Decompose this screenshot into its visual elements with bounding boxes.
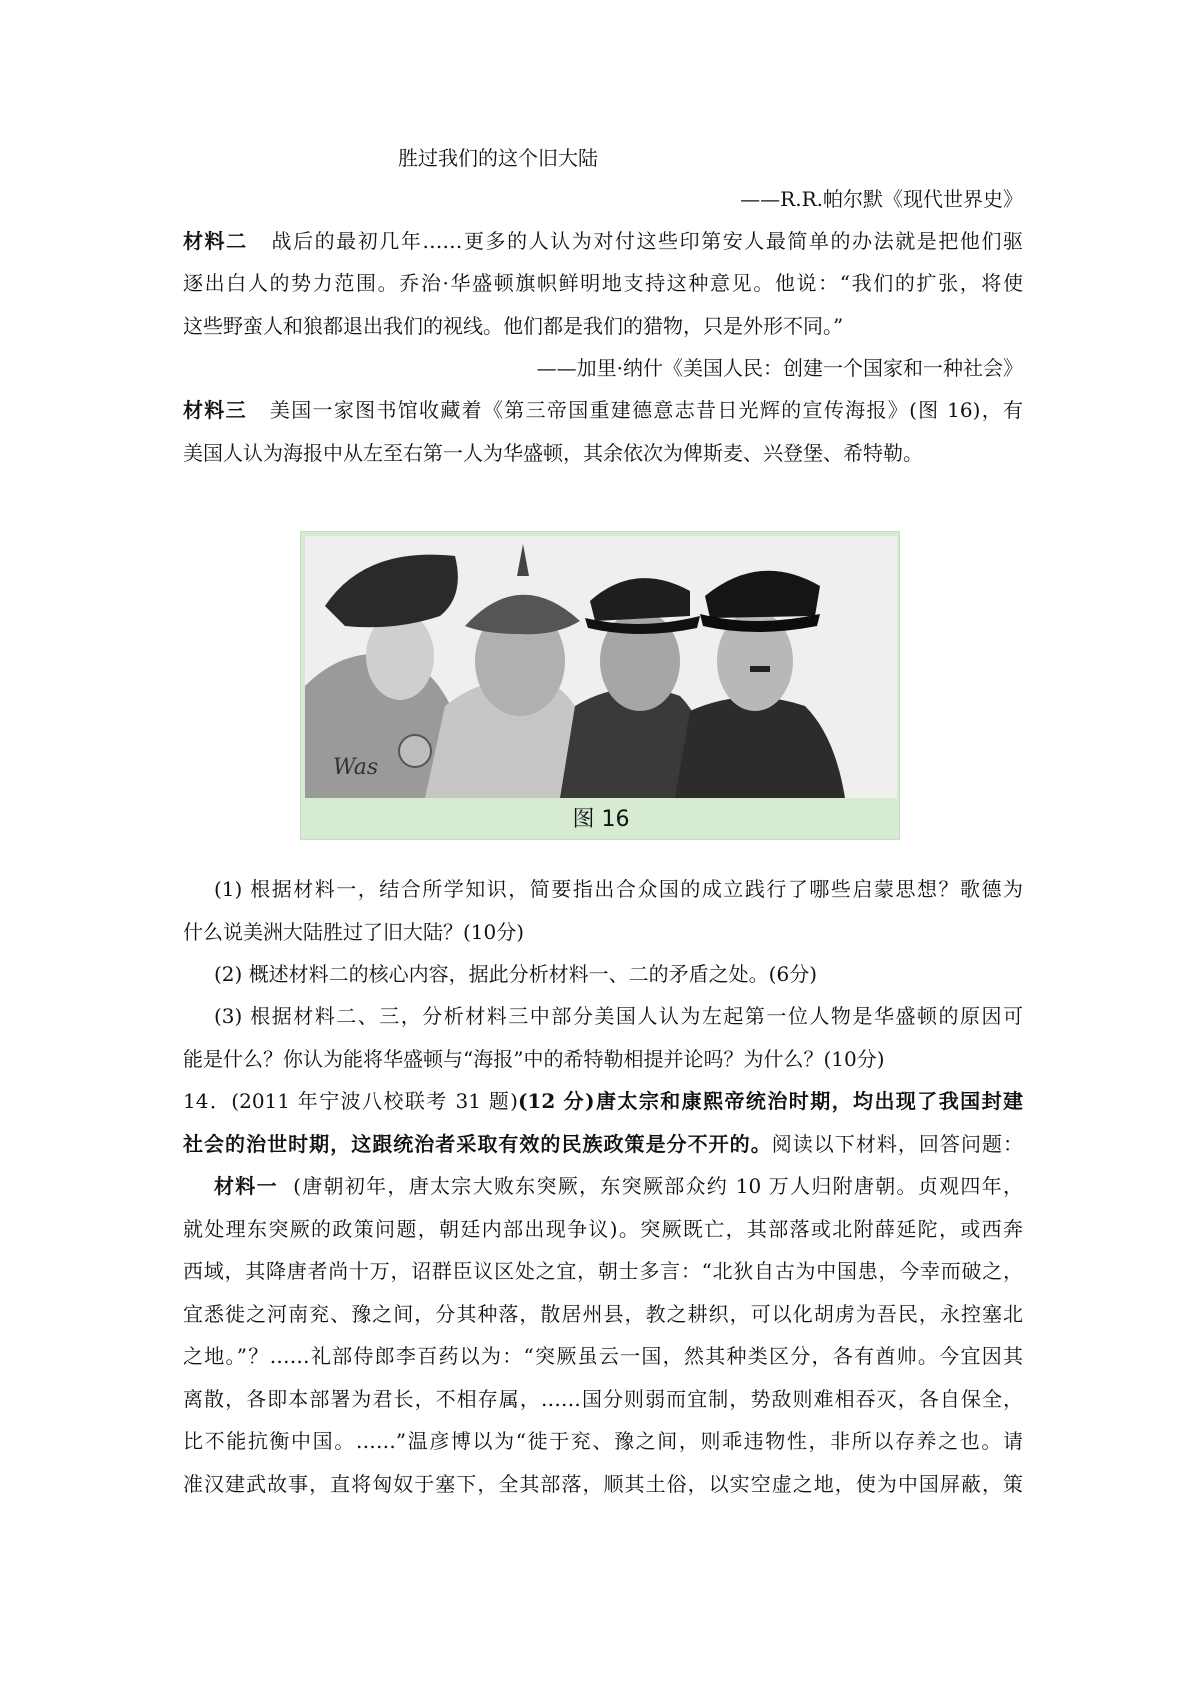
question-14-instruction: 阅读以下材料，回答问题： — [771, 1132, 1024, 1156]
question-14-stem-2: 社会的治世时期，这跟统治者采取有效的民族政策是分不开的。 — [183, 1132, 772, 1156]
poster-illustration — [305, 536, 897, 798]
material1-line-5: 之地。”？……礼部侍郎李百药以为：“突厥虽云一国，然其种类区分，各有酋帅。今宜因其 — [183, 1344, 1023, 1368]
question-14-stem-1: 唐太宗和康熙帝统治时期，均出现了我国封建 — [594, 1089, 1023, 1113]
question-14-source: (2011 年宁波八校联考 31 题) — [231, 1089, 518, 1113]
figure-16 — [300, 531, 900, 840]
material1-label: 材料一 — [214, 1174, 278, 1198]
material2-line-3: 这些野蛮人和狼都退出我们的视线。他们都是我们的猎物，只是外形不同。” — [183, 314, 844, 338]
citation-palmer: ——R.R.帕尔默《现代世界史》 — [740, 187, 1023, 211]
material1-line-1: 材料一 (唐朝初年，唐太宗大败东突厥，东突厥部众约 10 万人归附唐朝。贞观四年， — [214, 1174, 1024, 1198]
citation-nash: ——加里·纳什《美国人民：创建一个国家和一种社会》 — [536, 356, 1023, 380]
material1-line-4: 宜悉徙之河南兖、豫之间，分其种落，散居州县，教之耕织，可以化胡虏为吾民，永控塞北 — [183, 1302, 1023, 1326]
question-14-number: 14． — [183, 1089, 232, 1113]
question-14-line-2 — [183, 1129, 1023, 1159]
figure-caption: 图 16 — [572, 807, 630, 832]
material2-label: 材料二 — [183, 229, 248, 253]
material3-line-1: 材料三 美国一家图书馆收藏着《第三帝国重建德意志昔日光辉的宣传海报》(图 16)，有 — [183, 398, 1024, 422]
material2-line-1: 材料二 战后的最初几年……更多的人认为对付这些印第安人最简单的办法就是把他们驱 — [183, 229, 1024, 253]
material1-line-2: 就处理东突厥的政策问题，朝廷内部出现争议)。突厥既亡，其部落或北附薛延陀，或西奔 — [183, 1217, 1023, 1241]
question-1-line-1: (1) 根据材料一，结合所学知识，简要指出合众国的成立践行了哪些启蒙思想？歌德为 — [214, 877, 1023, 901]
poster-text: Was — [333, 755, 379, 780]
material1-line-3: 西域，其降唐者尚十万，诏群臣议区处之宜，朝士多言：“北狄自古为中国患，今幸而破之， — [183, 1259, 1023, 1283]
quote-continuation: 胜过我们的这个旧大陆 — [398, 146, 598, 170]
material3-line-2: 美国人认为海报中从左至右第一人为华盛顿，其余依次为俾斯麦、兴登堡、希特勒。 — [183, 441, 923, 465]
material1-line-7: 比不能抗衡中国。……”温彦博以为“徙于兖、豫之间，则乖违物性，非所以存养之也。请 — [183, 1429, 1023, 1453]
question-1-line-2: 什么说美洲大陆胜过了旧大陆？(10分) — [183, 920, 525, 944]
question-3-line-2: 能是什么？你认为能将华盛顿与“海报”中的希特勒相提并论吗？为什么？(10分) — [183, 1047, 885, 1071]
material1-line-6: 离散，各即本部署为君长，不相存属，……国分则弱而宜制，势敌则难相吞灭，各自保全， — [183, 1387, 1023, 1411]
material1-line-8: 准汉建武故事，直将匈奴于塞下，全其部落，顺其土俗，以实空虚之地，使为中国屏蔽，策 — [183, 1472, 1023, 1496]
question-14-points: (12 分) — [517, 1089, 595, 1113]
material2-line-2: 逐出白人的势力范围。乔治·华盛顿旗帜鲜明地支持这种意见。他说：“我们的扩张，将使 — [183, 271, 1023, 295]
material3-label: 材料三 — [183, 398, 247, 422]
propaganda-poster-image — [305, 536, 897, 798]
question-2: (2) 概述材料二的核心内容，据此分析材料一、二的矛盾之处。(6分) — [214, 962, 818, 986]
question-14-line-1 — [183, 1086, 1023, 1116]
question-3-line-1: (3) 根据材料二、三，分析材料三中部分美国人认为左起第一位人物是华盛顿的原因可 — [214, 1004, 1023, 1028]
